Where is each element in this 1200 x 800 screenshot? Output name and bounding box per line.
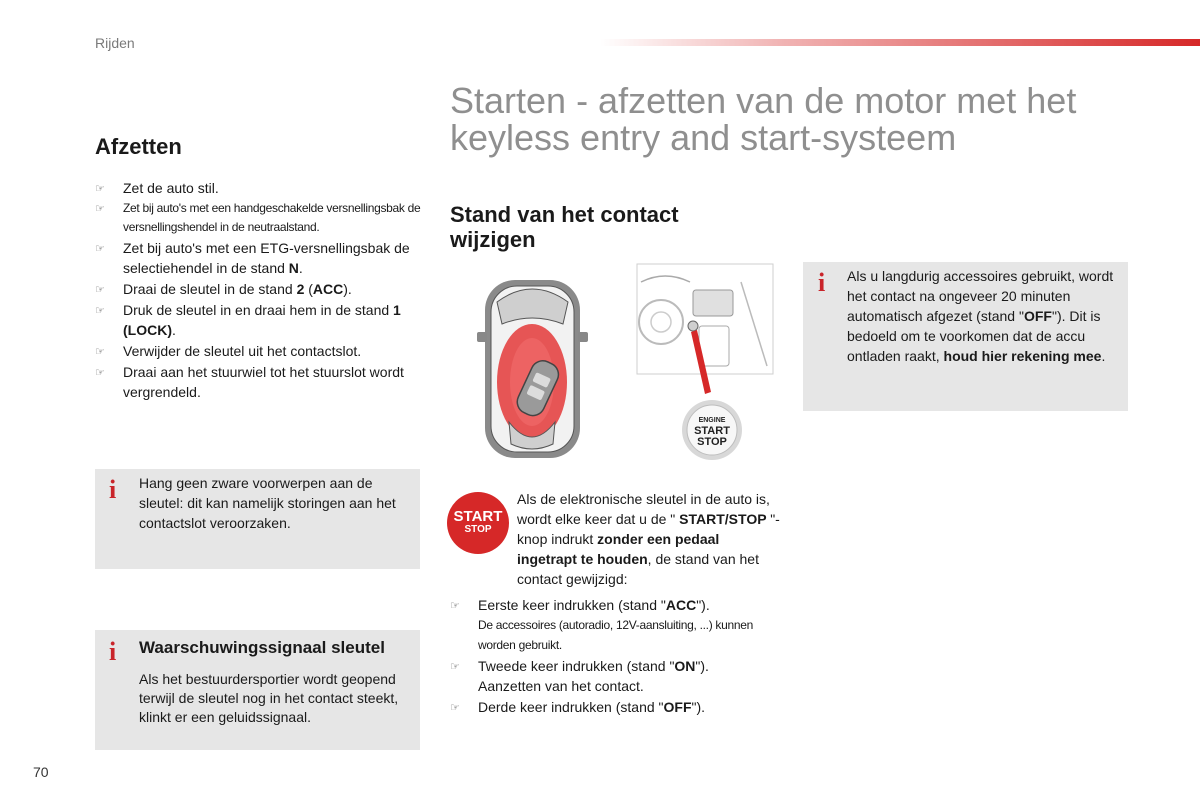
list-item: ☞ Draai de sleutel in de stand 2 (ACC). [95, 279, 425, 299]
list-item: ☞ Zet de auto stil. [95, 178, 425, 198]
start-stop-badge: START STOP [447, 492, 509, 554]
list-item: ☞ Eerste keer indrukken (stand "ACC"). De accessoires (autoradio, 12V-aansluiting, ...) kunnen worden gebruikt. [450, 597, 753, 652]
stand-heading: Stand van het contact wijzigen [450, 202, 679, 252]
info-text: Als u langdurig accessoires gebruikt, wordt het contact na ongeveer 20 minuten automatisch afgezet (stand "OFF"). Dit is bedoeld om te voorkomen dat de accu ontladen raakt, houd hier rekening mee. [847, 268, 1114, 364]
info-text: Hang geen zware voorwerpen aan de sleutel: dit kan namelijk storingen aan het contactslot veroorzaken. [139, 475, 396, 531]
list-item: ☞ Derde keer indrukken (stand "OFF"). [450, 697, 780, 717]
page-number: 70 [33, 764, 49, 780]
info-icon: i [109, 475, 117, 504]
pointer-icon: ☞ [95, 367, 105, 379]
list-item: ☞ Verwijder de sleutel uit het contactslot. [95, 341, 425, 361]
list-item: ☞ Zet bij auto's met een ETG-versnellingsbak de selectiehendel in de stand N. [95, 240, 410, 276]
warning-title: Waarschuwingssignaal sleutel [139, 638, 385, 657]
engine-start-stop-button [682, 400, 742, 460]
afzetten-heading: Afzetten [95, 134, 182, 159]
button-label-engine: ENGINE [698, 417, 726, 424]
pointer-icon: ☞ [450, 600, 460, 612]
pointer-icon: ☞ [95, 284, 105, 296]
pointer-icon: ☞ [450, 661, 460, 673]
dashboard-sketch [637, 264, 773, 394]
pointer-icon: ☞ [95, 346, 105, 358]
info-icon: i [818, 268, 826, 297]
list-item: ☞ Druk de sleutel in en draai hem in de stand 1 (LOCK). [95, 302, 401, 338]
pointer-icon: ☞ [95, 183, 105, 195]
list-item: ☞ Zet bij auto's met een handgeschakelde versnellingsbak de versnellingshendel in de neutraalstand. [95, 201, 421, 234]
list-item: ☞ Draai aan het stuurwiel tot het stuurslot wordt vergrendeld. [95, 364, 404, 400]
list-item: ☞ Tweede keer indrukken (stand "ON"). Aanzetten van het contact. [450, 658, 709, 694]
start-stop-description: Als de elektronische sleutel in de auto is, wordt elke keer dat u de " START/STOP "-knop indrukt zonder een pedaal ingetrapt te houden, de stand van het contact gewijzigd: [517, 491, 780, 587]
car-top-view [477, 280, 588, 458]
info-box-hang [95, 469, 420, 569]
pointer-icon: ☞ [95, 243, 105, 255]
stand-steps [450, 595, 780, 718]
warning-text: Als het bestuurdersportier wordt geopend terwijl de sleutel nog in het contact steekt, klinkt er een geluidssignaal. [139, 671, 399, 725]
pointer-icon: ☞ [450, 702, 460, 714]
section-label: Rijden [95, 35, 135, 51]
button-label-stop: STOP [697, 436, 727, 448]
afzetten-steps [95, 178, 425, 403]
info-box-warning [95, 630, 420, 750]
pointer-icon: ☞ [95, 305, 105, 317]
illustration-car-dashboard [475, 262, 775, 462]
info-box-accessories [803, 262, 1128, 411]
page-title: Starten - afzetten van de motor met het keyless entry and start-systeem [450, 80, 1077, 158]
pointer-icon: ☞ [95, 203, 105, 215]
info-icon: i [109, 637, 117, 666]
header-bar [600, 39, 1200, 46]
button-label-start: START [694, 425, 730, 437]
